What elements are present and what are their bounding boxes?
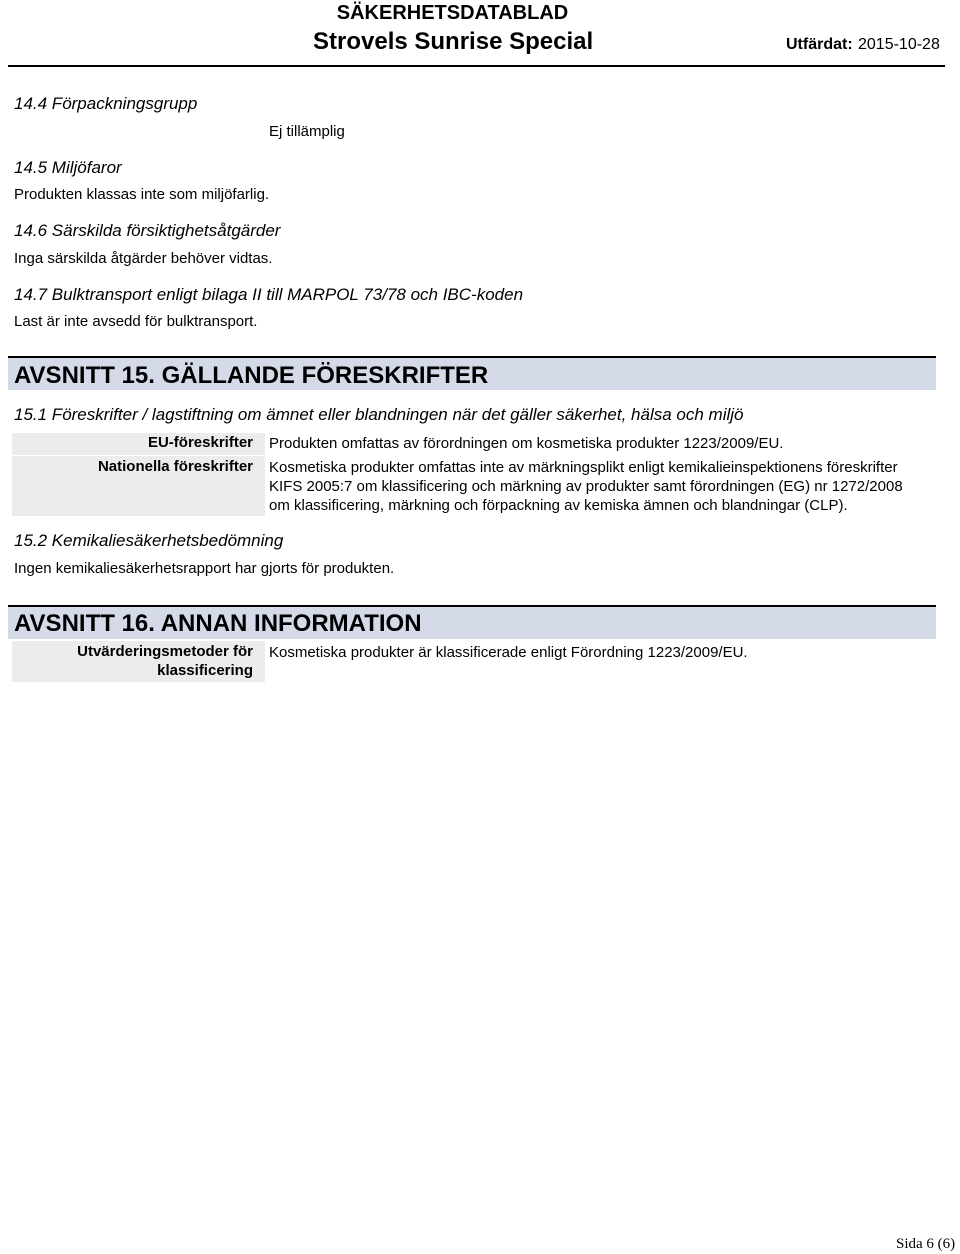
page-number: Sida 6 (6): [896, 1236, 956, 1252]
subsection-15-1-title: 15.1 Föreskrifter / lagstiftning om ämnet eller blandningen när det gäller säkerhet, hälsa och miljö: [14, 405, 744, 424]
national-regulations-line-2: KIFS 2005:7 om klassificering och märkning av produkter samt förordningen (EG) nr 1272/2008: [269, 478, 903, 495]
header-divider: [8, 65, 945, 67]
national-regulations-line-1: Kosmetiska produkter omfattas inte av märkningsplikt enligt kemikalieinspektionens föreskrifter: [269, 459, 898, 476]
subsection-14-7-title: 14.7 Bulktransport enligt bilaga II till MARPOL 73/78 och IBC-koden: [14, 285, 524, 304]
environmental-hazards-text: Produkten klassas inte som miljöfarlig.: [14, 186, 270, 203]
evaluation-methods-value: Kosmetiska produkter är klassificerade enligt Förordning 1223/2009/EU.: [269, 644, 748, 661]
evaluation-methods-label-line-2: klassificering: [157, 662, 253, 679]
eu-regulations-label: EU-föreskrifter: [147, 434, 253, 451]
precautions-text: Inga särskilda åtgärder behöver vidtas.: [14, 250, 273, 267]
bulk-transport-text: Last är inte avsedd för bulktransport.: [14, 313, 258, 330]
product-name: Strovels Sunrise Special: [313, 28, 594, 55]
subsection-14-4-title: 14.4 Förpackningsgrupp: [14, 94, 198, 113]
issued-label: Utfärdat:: [786, 36, 853, 53]
subsection-15-2-title: 15.2 Kemikaliesäkerhetsbedömning: [14, 531, 284, 550]
issued-date: 2015-10-28: [858, 36, 940, 53]
document-type: SÄKERHETSDATABLAD: [336, 2, 569, 24]
section-15-title: AVSNITT 15. GÄLLANDE FÖRESKRIFTER: [14, 362, 489, 389]
subsection-14-6-title: 14.6 Särskilda försiktighetsåtgärder: [14, 221, 281, 240]
chemical-safety-assessment-text: Ingen kemikaliesäkerhetsrapport har gjorts för produkten.: [14, 560, 395, 577]
national-regulations-line-3: om klassificering, märkning och förpackning av kemiska ämnen och blandningar (CLP).: [269, 497, 848, 514]
evaluation-methods-label-line-1: Utvärderingsmetoder för: [77, 643, 253, 660]
section-16-title: AVSNITT 16. ANNAN INFORMATION: [14, 610, 422, 637]
packing-group-value: Ej tillämplig: [269, 123, 345, 140]
subsection-14-5-title: 14.5 Miljöfaror: [14, 158, 122, 177]
national-regulations-label: Nationella föreskrifter: [97, 458, 253, 475]
eu-regulations-value: Produkten omfattas av förordningen om kosmetiska produkter 1223/2009/EU.: [269, 435, 784, 452]
